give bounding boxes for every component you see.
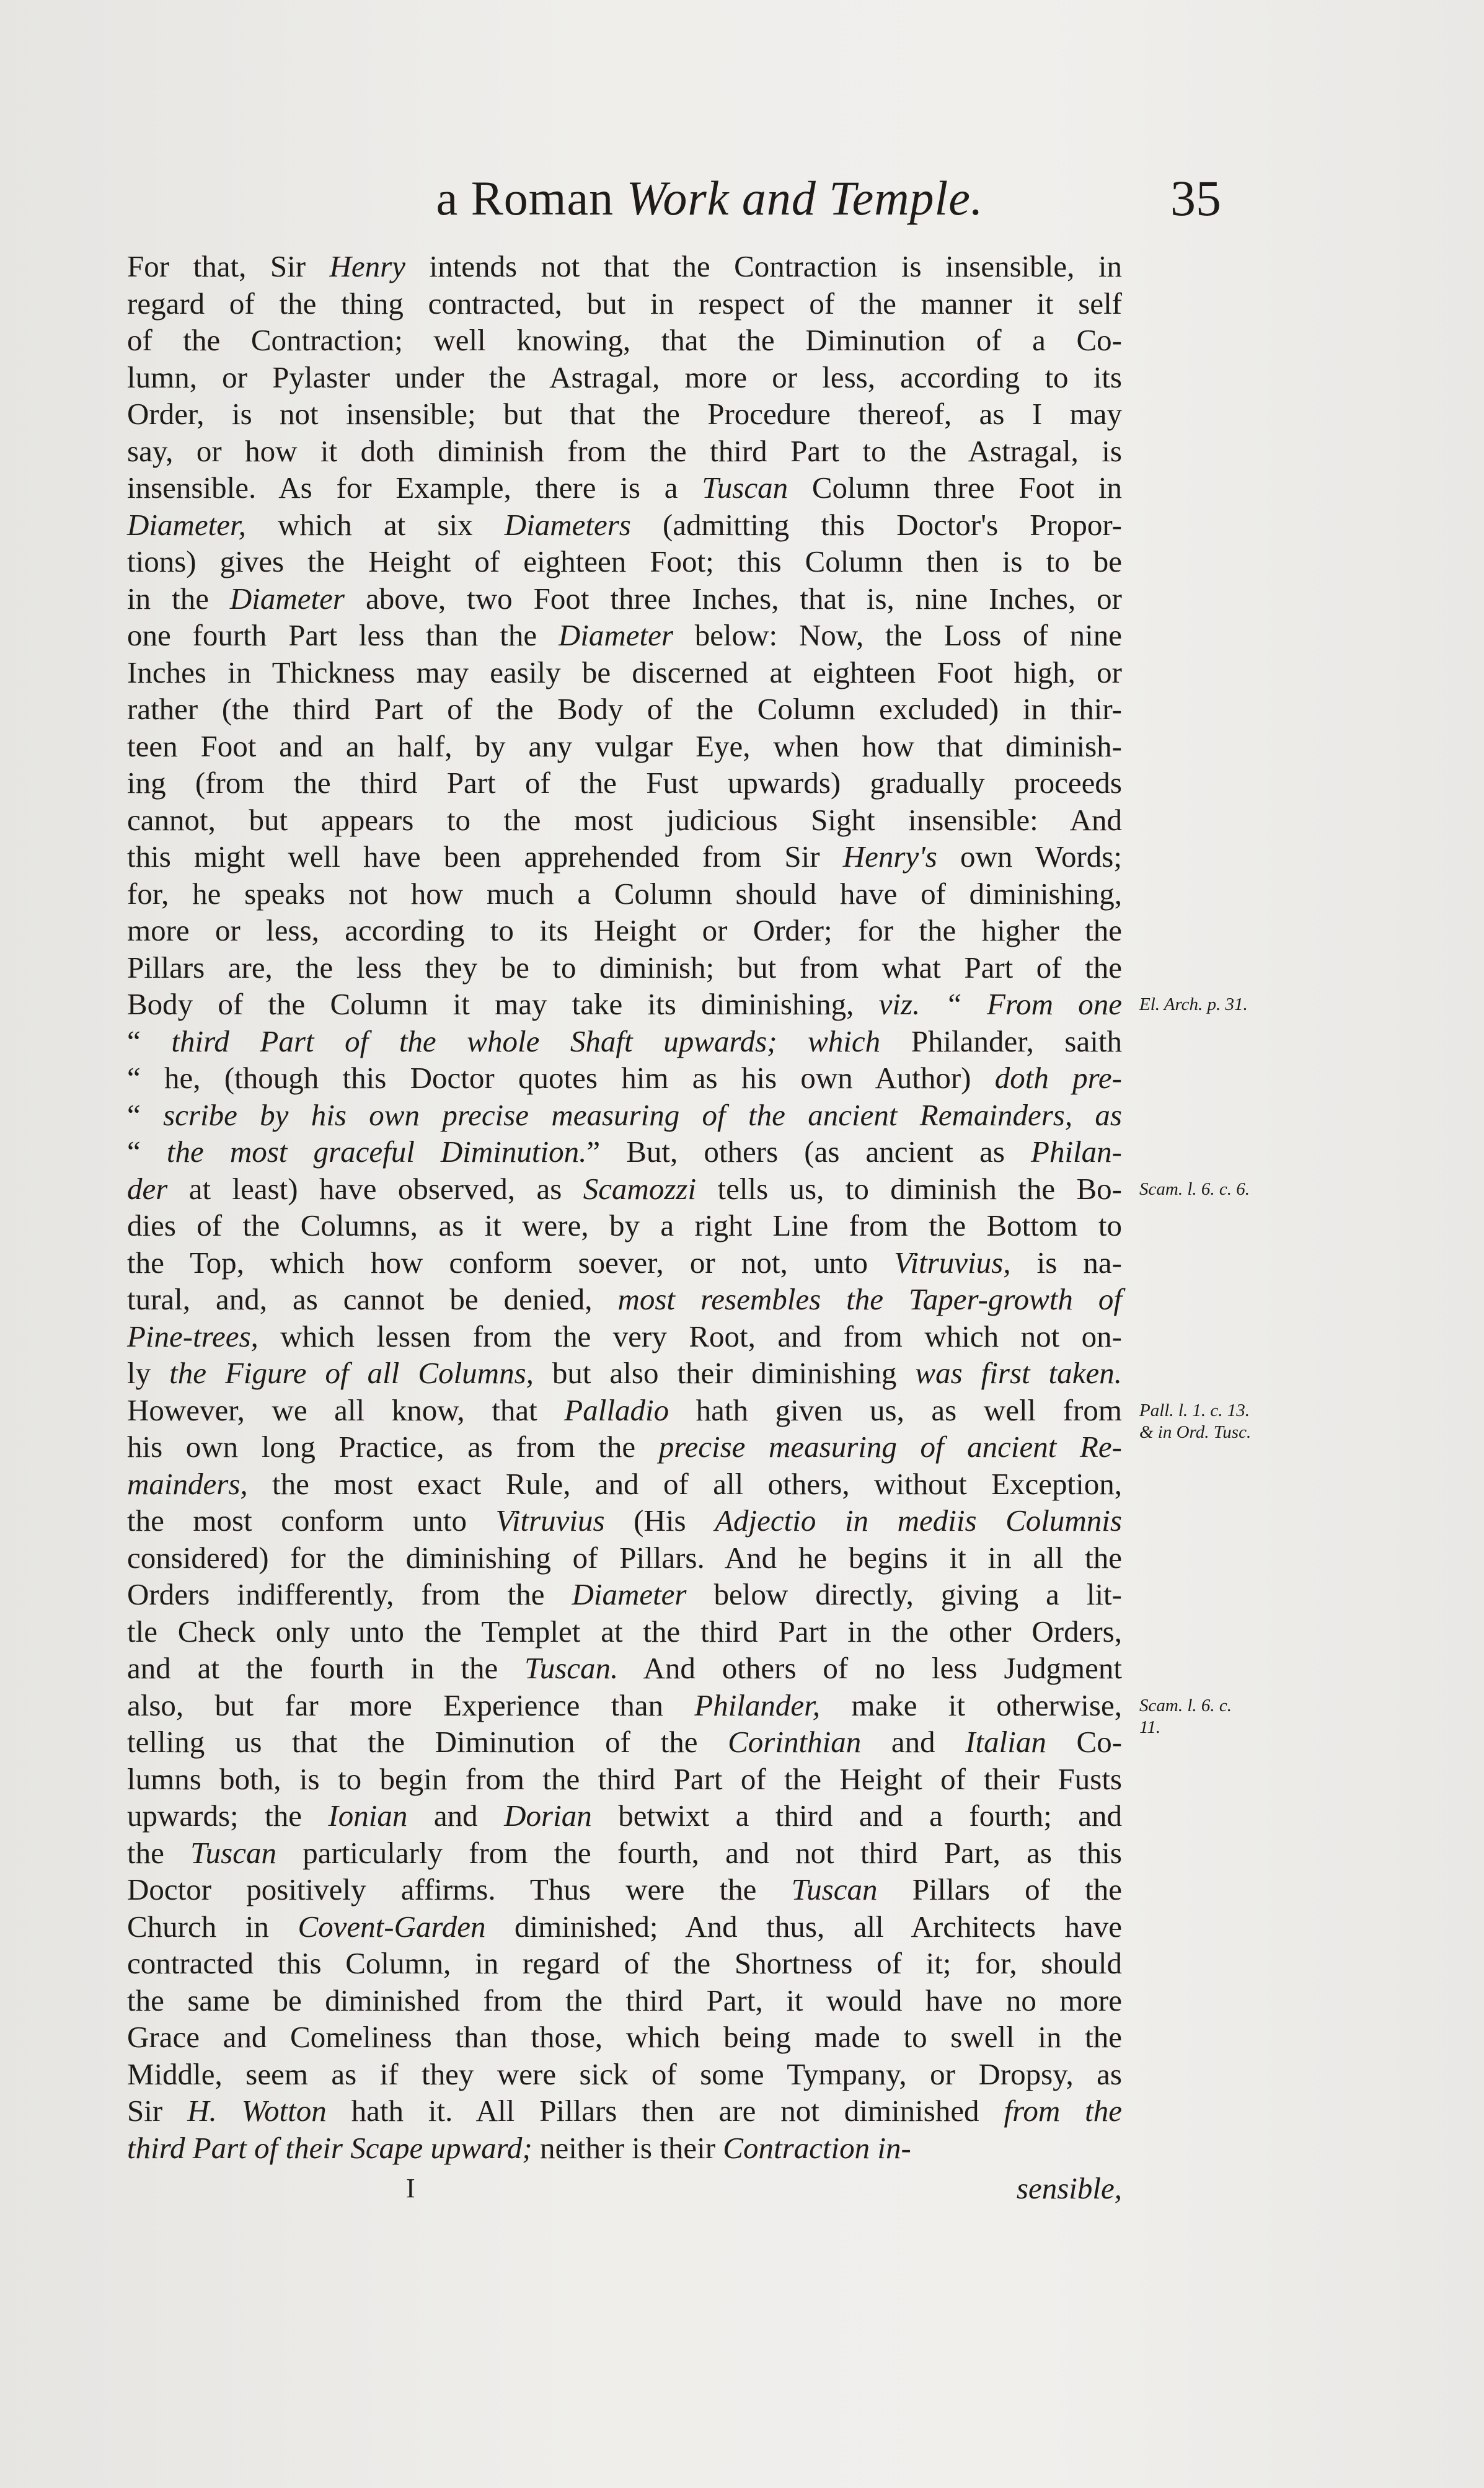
text-line [127, 1576, 1122, 1613]
text-line [127, 1871, 1122, 1908]
title-roman: a Roman [436, 171, 614, 225]
roman-text: and at the fourth in the [127, 1651, 525, 1685]
roman-text: (admitting this Doctor's Propor- [630, 507, 1122, 542]
text-line [127, 1133, 1122, 1171]
roman-text: “ [127, 1135, 167, 1169]
italic-text: der [127, 1171, 168, 1206]
text-line [127, 2130, 1122, 2167]
roman-text: For that, Sir [127, 249, 330, 283]
italic-text: most resembles the Taper-growth of [617, 1282, 1122, 1316]
roman-text: Sir [127, 2094, 188, 2128]
roman-text: Pillars are, the less they be to diminish; but from what Part of the [127, 950, 1122, 985]
text-line [127, 986, 1122, 1023]
roman-text: more or less, according to its Height or Order; for the higher the [127, 913, 1122, 947]
text-line [127, 1281, 1122, 1318]
text-line [127, 1539, 1122, 1577]
roman-text: the Top, which how conform soever, or not, unto [127, 1245, 894, 1280]
text-line [127, 2019, 1122, 2056]
roman-text: say, or how it doth diminish from the third Part to the Astragal, is [127, 433, 1122, 468]
text-line [127, 433, 1122, 470]
roman-text: neither is their [532, 2130, 723, 2165]
italic-text: Corinthian [728, 1725, 862, 1759]
text-line [127, 1982, 1122, 2019]
roman-text: and [861, 1725, 966, 1759]
roman-text: Doctor positively affirms. Thus were the [127, 1872, 792, 1906]
roman-text: hath it. All Pillars then are not diminished [326, 2094, 1004, 2128]
page-title [307, 167, 1113, 229]
italic-text: Tuscan [190, 1835, 276, 1870]
page-footer [127, 2170, 1122, 2207]
text-line [127, 1207, 1122, 1244]
roman-text: considered) for the diminishing of Pillars. And he begins it in all the [127, 1540, 1122, 1575]
roman-text: intends not that the Contraction is insensible, in [405, 249, 1123, 283]
roman-text: but also their diminishing [533, 1356, 916, 1390]
text-line [127, 359, 1122, 396]
roman-text: in the [127, 581, 230, 616]
running-head [307, 167, 1221, 229]
roman-text: own Words; [937, 839, 1122, 874]
roman-text: upwards; the [127, 1799, 329, 1833]
roman-text: Inches in Thickness may easily be discerned at eighteen Foot high, or [127, 655, 1122, 689]
roman-text: rather (the third Part of the Body of the Column excluded) in thir- [127, 692, 1122, 726]
italic-text: third Part of the whole Shaft upwards; which [171, 1024, 881, 1058]
roman-text: (His [604, 1503, 715, 1538]
roman-text: Philander, saith [880, 1024, 1122, 1058]
text-line [127, 1466, 1122, 1503]
text-line [127, 469, 1122, 507]
text-line [127, 396, 1122, 433]
catchword: sensible, [1016, 2171, 1122, 2205]
italic-text: Contraction in- [723, 2130, 911, 2165]
text-line [127, 1687, 1122, 1724]
roman-text: insensible. As for Example, there is a [127, 471, 702, 505]
text-line [127, 617, 1122, 654]
text-line [127, 1908, 1122, 1946]
text-line [127, 1835, 1122, 1872]
italic-text: the Figure of all Columns, [169, 1356, 534, 1390]
text-line [127, 654, 1122, 691]
roman-text: Pillars of the [877, 1872, 1122, 1906]
text-line [127, 838, 1122, 875]
roman-text: tle Check only unto the Templet at the third Part in the other Orders, [127, 1614, 1122, 1649]
italic-text: mainders, [127, 1466, 248, 1501]
roman-text: above, two Foot three Inches, that is, nine Inches, or [344, 581, 1122, 616]
roman-text: the most exact Rule, and of all others, without Exception, [247, 1466, 1122, 1501]
italic-text: Tuscan [791, 1872, 878, 1906]
text-line [127, 2056, 1122, 2093]
text-line [127, 1392, 1122, 1429]
italic-text: scribe by his own precise measuring of the ancient Remainders, as [163, 1097, 1123, 1132]
roman-text: betwixt a third and a fourth; and [591, 1799, 1122, 1833]
italic-text: Diameter [572, 1577, 687, 1611]
italic-text: Henry's [842, 839, 937, 874]
text-line [127, 1355, 1122, 1392]
text-line [127, 507, 1122, 544]
roman-text: at least) have observed, as [167, 1171, 583, 1206]
italic-text: Diameter, [127, 507, 246, 542]
roman-text: And others of no less Judgment [618, 1651, 1122, 1685]
roman-text: Body of the Column it may take its diminishing, [127, 987, 879, 1021]
body-text [127, 248, 1122, 2166]
text-line [127, 2092, 1122, 2130]
roman-text: However, we all know, that [127, 1392, 565, 1427]
italic-text: Covent-Garden [298, 1909, 486, 1944]
roman-text: “ he, (though this Doctor quotes him as his own Author) [127, 1061, 995, 1095]
roman-text: lumns both, is to begin from the third Part of the Height of their Fusts [127, 1761, 1122, 1796]
italic-text: doth pre- [994, 1061, 1122, 1095]
roman-text: “ [127, 1024, 172, 1058]
roman-text: his own long Practice, as from the [127, 1430, 659, 1464]
roman-text: tions) gives the Height of eighteen Foot; this Column then is to be [127, 544, 1122, 578]
text-line [127, 1650, 1122, 1687]
text-line [127, 1502, 1122, 1539]
signature-mark: I [406, 2173, 415, 2203]
text-line [127, 691, 1122, 728]
margin-note: Scam. l. 6. c. [1139, 1695, 1232, 1715]
text-line [127, 875, 1122, 913]
roman-text: Grace and Comeliness than those, which being made to swell in the [127, 2020, 1122, 2054]
italic-text: Vitruvius, [894, 1245, 1011, 1280]
text-line [127, 1023, 1122, 1060]
roman-text: tural, and, as cannot be denied, [127, 1282, 618, 1316]
title-and: and [741, 171, 816, 225]
roman-text: and [407, 1799, 505, 1833]
italic-text: the most graceful Diminution. [166, 1135, 587, 1169]
margin-note: & in Ord. Tusc. [1139, 1422, 1252, 1443]
italic-text: Scamozzi [583, 1171, 697, 1206]
roman-text: for, he speaks not how much a Column should have of diminishing, [127, 876, 1122, 911]
italic-text: Adjectio in mediis Columnis [715, 1503, 1122, 1538]
text-line [127, 1097, 1122, 1134]
roman-text: diminished; And thus, all Architects have [485, 1909, 1122, 1944]
text-line [127, 1244, 1122, 1282]
roman-text: the same be diminished from the third Part, it would have no more [127, 1983, 1122, 2017]
roman-text: Middle, seem as if they were sick of some Tympany, or Dropsy, as [127, 2056, 1122, 2091]
roman-text: ly [127, 1356, 170, 1390]
italic-text: Pine-trees, [127, 1319, 258, 1353]
roman-text: which lessen from the very Root, and from which not on- [258, 1319, 1122, 1353]
text-line [127, 248, 1122, 285]
text-line [127, 1797, 1122, 1835]
italic-text: Philander, [694, 1688, 821, 1722]
text-line [127, 285, 1122, 322]
roman-text: regard of the thing contracted, but in respect of the manner it self [127, 286, 1122, 321]
roman-text: one fourth Part less than the [127, 618, 559, 652]
roman-text: telling us that the Diminution of the [127, 1725, 728, 1759]
roman-text: particularly from the fourth, and not third Part, as this [276, 1835, 1122, 1870]
roman-text: the [127, 1835, 191, 1870]
roman-text: this might well have been apprehended from Sir [127, 839, 843, 874]
italic-text: Dorian [504, 1799, 592, 1833]
text-line [127, 1613, 1122, 1650]
roman-text: Order, is not insensible; but that the Procedure thereof, as I may [127, 397, 1122, 431]
roman-text: make it otherwise, [820, 1688, 1122, 1722]
roman-text: Church in [127, 1909, 298, 1944]
roman-text: “ [127, 1097, 164, 1132]
text-line [127, 1171, 1122, 1208]
roman-text: contracted this Column, in regard of the Shortness of it; for, should [127, 1946, 1122, 1980]
roman-text: Column three Foot in [788, 471, 1122, 505]
roman-text: of the Contraction; well knowing, that the Diminution of a Co- [127, 323, 1122, 357]
text-line [127, 1428, 1122, 1466]
roman-text: teen Foot and an half, by any vulgar Eye, when how that diminish- [127, 728, 1122, 763]
margin-note: El. Arch. p. 31. [1139, 994, 1248, 1014]
roman-text: dies of the Columns, as it were, by a right Line from the Bottom to [127, 1208, 1122, 1242]
margin-note: 11. [1139, 1717, 1161, 1738]
italic-text: Italian [965, 1725, 1046, 1759]
text-line [127, 949, 1122, 986]
text-line [127, 764, 1122, 802]
roman-text: Orders indifferently, from the [127, 1577, 572, 1611]
roman-text: the most conform unto [127, 1503, 496, 1538]
text-line [127, 322, 1122, 359]
roman-text: below: Now, the Loss of nine [673, 618, 1122, 652]
roman-text: also, but far more Experience than [127, 1688, 695, 1722]
margin-note: Pall. l. 1. c. 13. [1139, 1400, 1250, 1420]
italic-text: third Part of their Scape upward; [127, 2130, 532, 2165]
roman-text: Co- [1046, 1725, 1123, 1759]
italic-text: Vitruvius [495, 1503, 605, 1538]
roman-text: lumn, or Pylaster under the Astragal, more or less, according to its [127, 360, 1122, 394]
roman-text: hath given us, as well from [669, 1392, 1122, 1427]
italic-text: was first taken. [915, 1356, 1122, 1390]
text-line [127, 1724, 1122, 1761]
italic-text: Diameter [558, 618, 673, 652]
title-temple: Temple. [829, 171, 984, 225]
text-line [127, 912, 1122, 949]
italic-text: Tuscan. [524, 1651, 619, 1685]
text-line [127, 543, 1122, 580]
text-line [127, 802, 1122, 839]
italic-text: Diameter [229, 581, 345, 616]
italic-text: Henry [329, 249, 405, 283]
title-work: Work [626, 171, 730, 225]
roman-text: ” But, others (as ancient as [586, 1135, 1031, 1169]
text-line [127, 1761, 1122, 1798]
italic-text: Ionian [328, 1799, 408, 1833]
roman-text: cannot, but appears to the most judicious Sight insensible: And [127, 802, 1122, 837]
roman-text: ing (from the third Part of the Fust upwards) gradually proceeds [127, 766, 1122, 800]
roman-text: tells us, to diminish the Bo- [696, 1171, 1122, 1206]
italic-text: viz. “ From one [878, 987, 1122, 1021]
margin-note: Scam. l. 6. c. 6. [1139, 1179, 1250, 1199]
italic-text: from the [1004, 2094, 1123, 2128]
text-line [127, 1060, 1122, 1097]
text-line [127, 728, 1122, 765]
italic-text: Tuscan [702, 471, 788, 505]
text-line [127, 1318, 1122, 1355]
italic-text: Philan- [1031, 1135, 1122, 1169]
text-line [127, 1945, 1122, 1982]
page-number: 35 [1170, 170, 1221, 226]
roman-text: which at six [245, 507, 505, 542]
roman-text: is na- [1010, 1245, 1122, 1280]
roman-text: below directly, giving a lit- [686, 1577, 1122, 1611]
italic-text: precise measuring of ancient Re- [658, 1430, 1122, 1464]
italic-text: Palladio [564, 1392, 669, 1427]
italic-text: Diameters [504, 507, 631, 542]
italic-text: H. Wotton [187, 2094, 327, 2128]
text-line [127, 580, 1122, 618]
